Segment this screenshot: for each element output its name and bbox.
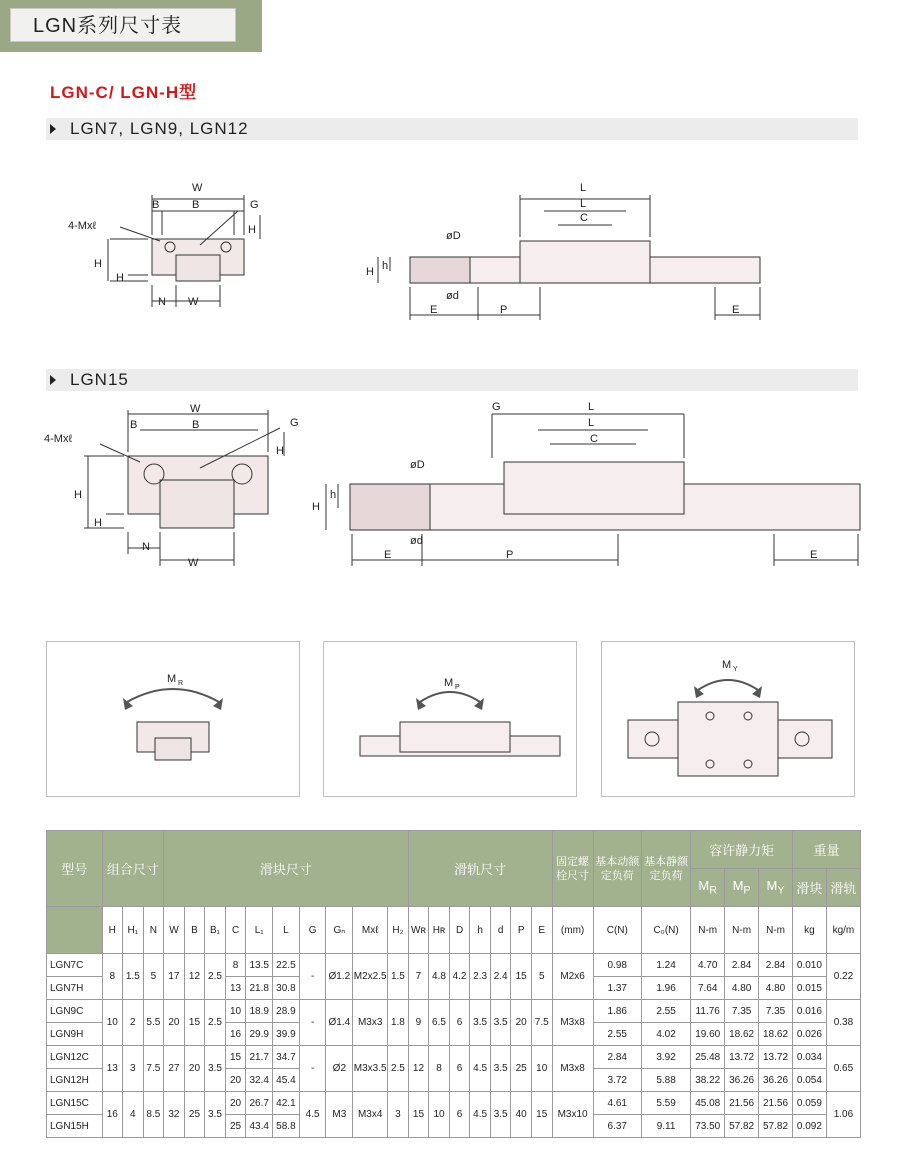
table-cell: 2.5 bbox=[205, 1000, 226, 1046]
dim-WR: W bbox=[188, 296, 199, 308]
header-my: $M_Y$ bbox=[759, 869, 793, 907]
table-cell: 9 bbox=[408, 1000, 429, 1046]
moment-my-label: M bbox=[722, 659, 732, 671]
header-bolt: 固定螺栓尺寸 bbox=[552, 831, 593, 907]
lgn-small-drawing bbox=[60, 175, 780, 325]
dim-H1: H bbox=[116, 272, 124, 284]
table-cell: 3.92 bbox=[641, 1046, 690, 1069]
table-cell: M3x10 bbox=[552, 1092, 593, 1138]
sub-header-cell: D bbox=[449, 907, 470, 954]
table-cell: 1.5 bbox=[123, 954, 144, 1000]
sub-header-cell: Gₙ bbox=[326, 907, 353, 954]
sub-header-cell: L bbox=[273, 907, 300, 954]
header-weight: 重量 bbox=[792, 831, 860, 869]
table-row bbox=[47, 1092, 861, 1115]
sub-header-cell: (mm) bbox=[552, 907, 593, 954]
table-cell: 2.84 bbox=[759, 954, 793, 977]
dim-Mxl: 4-Mxℓ bbox=[44, 433, 72, 445]
table-cell: 2.4 bbox=[490, 954, 511, 1000]
lgn15-drawing bbox=[40, 398, 870, 576]
table-cell: 4.70 bbox=[691, 954, 725, 977]
table-cell: 18.9 bbox=[246, 1000, 273, 1023]
table-cell: 34.7 bbox=[273, 1046, 300, 1069]
table-cell: 0.034 bbox=[792, 1046, 826, 1069]
dim-H1: H bbox=[94, 517, 102, 529]
table-cell: 10 bbox=[531, 1046, 552, 1092]
table-cell: 21.56 bbox=[725, 1092, 759, 1115]
table-cell: 5.88 bbox=[641, 1069, 690, 1092]
dim-W: W bbox=[190, 403, 201, 415]
table-cell: 18.62 bbox=[725, 1023, 759, 1046]
sub-header-cell: kg bbox=[792, 907, 826, 954]
dim-C: C bbox=[590, 433, 598, 445]
table-cell: 3.5 bbox=[490, 1046, 511, 1092]
table-cell: M3 bbox=[326, 1092, 353, 1138]
table-cell: M2x2.5 bbox=[353, 954, 388, 1000]
table-cell: 4.5 bbox=[470, 1046, 491, 1092]
table-cell: 57.82 bbox=[759, 1115, 793, 1138]
dim-L: L bbox=[580, 182, 587, 194]
table-cell: 4.2 bbox=[449, 954, 470, 1000]
table-cell: 13 bbox=[102, 1046, 123, 1092]
table-cell: LGN15C bbox=[47, 1092, 103, 1115]
table-cell: 4.5 bbox=[470, 1092, 491, 1138]
sub-header-cell: L₁ bbox=[246, 907, 273, 954]
dim-P: P bbox=[506, 549, 514, 561]
table-cell: 6 bbox=[449, 1046, 470, 1092]
table-cell: 16 bbox=[102, 1092, 123, 1138]
header-rail-weight: 滑轨 bbox=[826, 869, 860, 907]
table-cell: 20 bbox=[184, 1046, 205, 1092]
table-cell: 21.7 bbox=[246, 1046, 273, 1069]
table-cell: 5.59 bbox=[641, 1092, 690, 1115]
table-cell: 3 bbox=[123, 1046, 144, 1092]
table-cell: 12 bbox=[184, 954, 205, 1000]
table-cell: 57.82 bbox=[725, 1115, 759, 1138]
table-cell: Ø1.4 bbox=[326, 1000, 353, 1046]
sub-header-cell: E bbox=[531, 907, 552, 954]
dim-D: øD bbox=[410, 459, 425, 471]
table-cell: 20 bbox=[511, 1000, 532, 1046]
table-cell: 1.5 bbox=[388, 954, 409, 1000]
table-cell: 26.7 bbox=[246, 1092, 273, 1115]
table-cell: 13 bbox=[225, 977, 246, 1000]
table-cell: 6.37 bbox=[593, 1115, 641, 1138]
table-cell: 7 bbox=[408, 954, 429, 1000]
table-cell: 4.61 bbox=[593, 1092, 641, 1115]
table-cell: 36.26 bbox=[759, 1069, 793, 1092]
table-cell: 27 bbox=[164, 1046, 185, 1092]
table-cell: 25.48 bbox=[691, 1046, 725, 1069]
sub-header-cell: H₂ bbox=[388, 907, 409, 954]
table-cell: 38.22 bbox=[691, 1069, 725, 1092]
table-cell: - bbox=[299, 1000, 326, 1046]
table-cell: 13.5 bbox=[246, 954, 273, 977]
table-cell: 36.26 bbox=[725, 1069, 759, 1092]
table-row bbox=[47, 1000, 861, 1023]
sub-header-cell: Hʀ bbox=[429, 907, 450, 954]
table-cell: 2.3 bbox=[470, 954, 491, 1000]
table-cell: 0.016 bbox=[792, 1000, 826, 1023]
sub-header-cell: B₁ bbox=[205, 907, 226, 954]
table-cell: 10 bbox=[429, 1092, 450, 1138]
table-cell: 4.80 bbox=[759, 977, 793, 1000]
table-cell: 9.11 bbox=[641, 1115, 690, 1138]
table-cell: 16 bbox=[225, 1023, 246, 1046]
table-cell: 2.55 bbox=[641, 1000, 690, 1023]
table-cell: 7.35 bbox=[759, 1000, 793, 1023]
table-cell: 6 bbox=[449, 1092, 470, 1138]
table-cell: 3.5 bbox=[490, 1092, 511, 1138]
table-cell: 0.22 bbox=[826, 954, 860, 1000]
table-cell: Ø1.2 bbox=[326, 954, 353, 1000]
table-cell: 45.4 bbox=[273, 1069, 300, 1092]
dim-E-right: E bbox=[810, 549, 818, 561]
table-cell: 6.5 bbox=[429, 1000, 450, 1046]
sub-header-cell: G bbox=[299, 907, 326, 954]
side-block bbox=[520, 241, 650, 283]
sub-header-cell: N-m bbox=[725, 907, 759, 954]
table-cell: 21.8 bbox=[246, 977, 273, 1000]
table-cell: 20 bbox=[164, 1000, 185, 1046]
dim-B: B bbox=[192, 419, 200, 431]
dim-L: L bbox=[588, 401, 595, 413]
table-cell: 32 bbox=[164, 1092, 185, 1138]
table-cell: - bbox=[299, 954, 326, 1000]
moment-mr-box bbox=[46, 641, 300, 797]
table-cell: 2.5 bbox=[388, 1046, 409, 1092]
table-cell: 8 bbox=[225, 954, 246, 977]
spec-table-body bbox=[47, 907, 861, 1138]
table-cell: M3x3.5 bbox=[353, 1046, 388, 1092]
table-cell: LGN9C bbox=[47, 1000, 103, 1023]
sub-header-cell: C₀(N) bbox=[641, 907, 690, 954]
dim-H: H bbox=[94, 258, 102, 270]
table-cell: 8.5 bbox=[143, 1092, 164, 1138]
table-cell: 17 bbox=[164, 954, 185, 1000]
moment-mp-sub: P bbox=[455, 684, 460, 691]
dim-E-right: E bbox=[732, 304, 740, 316]
sub-header-cell: H bbox=[102, 907, 123, 954]
table-cell: M3x3 bbox=[353, 1000, 388, 1046]
dim-HR: H bbox=[312, 501, 320, 513]
table-cell: 25 bbox=[511, 1046, 532, 1092]
table-cell: 22.5 bbox=[273, 954, 300, 977]
table-cell: 1.24 bbox=[641, 954, 690, 977]
table-cell: 30.8 bbox=[273, 977, 300, 1000]
cross-section-rail bbox=[176, 255, 220, 281]
table-cell: 2 bbox=[123, 1000, 144, 1046]
table-cell: 15 bbox=[225, 1046, 246, 1069]
table-cell: 1.96 bbox=[641, 977, 690, 1000]
dim-HR: H bbox=[366, 266, 374, 278]
dim-h: h bbox=[382, 260, 389, 272]
dim-H2: H bbox=[276, 445, 284, 457]
cross-section-rail bbox=[160, 480, 234, 528]
table-cell: 43.4 bbox=[246, 1115, 273, 1138]
table-cell: - bbox=[299, 1046, 326, 1092]
section-title-small: LGN7, LGN9, LGN12 bbox=[70, 119, 249, 138]
table-row bbox=[47, 954, 861, 977]
table-cell: 3.5 bbox=[470, 1000, 491, 1046]
table-cell: 1.37 bbox=[593, 977, 641, 1000]
table-cell: 0.026 bbox=[792, 1023, 826, 1046]
header-model: 型号 bbox=[47, 831, 103, 907]
dim-h: h bbox=[330, 489, 337, 501]
table-cell: 6 bbox=[449, 1000, 470, 1046]
table-cell: 18.62 bbox=[759, 1023, 793, 1046]
header-dyn: 基本动额定负荷 bbox=[593, 831, 641, 907]
dim-B: B bbox=[192, 199, 200, 211]
table-row bbox=[47, 1046, 861, 1069]
table-cell: 19.60 bbox=[691, 1023, 725, 1046]
table-cell: 1.06 bbox=[826, 1092, 860, 1138]
table-cell: 32.4 bbox=[246, 1069, 273, 1092]
table-cell: 29.9 bbox=[246, 1023, 273, 1046]
table-cell: 2.84 bbox=[725, 954, 759, 977]
model-line: LGN-C/ LGN-H型 bbox=[50, 83, 198, 102]
table-cell: 4.5 bbox=[299, 1092, 326, 1138]
dim-B1: B bbox=[152, 199, 160, 211]
sub-header-cell: h bbox=[470, 907, 491, 954]
table-cell: 2.55 bbox=[593, 1023, 641, 1046]
table-cell: 3 bbox=[388, 1092, 409, 1138]
table-cell: M2x6 bbox=[552, 954, 593, 1000]
dim-d: ød bbox=[446, 290, 459, 302]
dim-L1: L bbox=[580, 198, 587, 210]
sub-header-cell: kg/m bbox=[826, 907, 860, 954]
header-rail: 滑轨尺寸 bbox=[408, 831, 552, 907]
table-cell: 58.8 bbox=[273, 1115, 300, 1138]
table-cell: 13.72 bbox=[725, 1046, 759, 1069]
sub-header-cell: N-m bbox=[759, 907, 793, 954]
table-cell: LGN12C bbox=[47, 1046, 103, 1069]
table-cell: 7.64 bbox=[691, 977, 725, 1000]
table-cell: LGN12H bbox=[47, 1069, 103, 1092]
dim-Gn: G bbox=[250, 199, 259, 211]
moment-mr-sub: R bbox=[178, 680, 184, 687]
header-combo: 组合尺寸 bbox=[102, 831, 164, 907]
header-mr: $M_R$ bbox=[691, 869, 725, 907]
table-cell: M3x8 bbox=[552, 1046, 593, 1092]
table-cell: 8 bbox=[102, 954, 123, 1000]
moment-my-box bbox=[601, 641, 855, 797]
table-cell: 1.86 bbox=[593, 1000, 641, 1023]
title-tab bbox=[0, 0, 262, 52]
table-cell: 0.38 bbox=[826, 1000, 860, 1046]
sub-header-cell: Wʀ bbox=[408, 907, 429, 954]
dim-W: W bbox=[192, 182, 203, 194]
table-cell: 5 bbox=[143, 954, 164, 1000]
table-cell: 45.08 bbox=[691, 1092, 725, 1115]
sub-header-cell: C bbox=[225, 907, 246, 954]
header-moment: 容许静力矩 bbox=[691, 831, 793, 869]
dim-E-left: E bbox=[384, 549, 392, 561]
table-cell: LGN7C bbox=[47, 954, 103, 977]
table-cell: LGN15H bbox=[47, 1115, 103, 1138]
sub-header-cell: N-m bbox=[691, 907, 725, 954]
table-cell: M3x8 bbox=[552, 1000, 593, 1046]
table-cell: 39.9 bbox=[273, 1023, 300, 1046]
table-cell: 42.1 bbox=[273, 1092, 300, 1115]
dim-D: øD bbox=[446, 230, 461, 242]
moment-mp-box bbox=[323, 641, 577, 797]
dim-P: P bbox=[500, 304, 508, 316]
table-cell: 10 bbox=[102, 1000, 123, 1046]
dim-H2: H bbox=[248, 224, 256, 236]
dim-Mxl: 4-Mxℓ bbox=[68, 220, 96, 232]
table-cell: M3x4 bbox=[353, 1092, 388, 1138]
table-cell: 13.72 bbox=[759, 1046, 793, 1069]
table-cell: 0.98 bbox=[593, 954, 641, 977]
table-cell: 5 bbox=[531, 954, 552, 1000]
table-cell: 5.5 bbox=[143, 1000, 164, 1046]
table-cell: 20 bbox=[225, 1069, 246, 1092]
dim-Gn: G bbox=[290, 417, 299, 429]
table-cell: 0.059 bbox=[792, 1092, 826, 1115]
dim-C: C bbox=[580, 212, 588, 224]
table-cell: 0.054 bbox=[792, 1069, 826, 1092]
table-cell: 10 bbox=[225, 1000, 246, 1023]
table-cell: 15 bbox=[511, 954, 532, 1000]
table-cell: 15 bbox=[531, 1092, 552, 1138]
section-title-large: LGN15 bbox=[70, 370, 129, 389]
table-cell: 73.50 bbox=[691, 1115, 725, 1138]
sub-header-cell: W bbox=[164, 907, 185, 954]
table-cell: 0.015 bbox=[792, 977, 826, 1000]
table-cell: LGN7H bbox=[47, 977, 103, 1000]
spec-table bbox=[46, 830, 861, 1138]
dim-WR: W bbox=[188, 557, 199, 569]
sub-header-cell: N bbox=[143, 907, 164, 954]
table-cell: 4.80 bbox=[725, 977, 759, 1000]
section-bar-small bbox=[46, 118, 858, 140]
header-stat: 基本静额定负荷 bbox=[641, 831, 690, 907]
triangle-right-icon bbox=[50, 124, 56, 134]
sub-header-cell: d bbox=[490, 907, 511, 954]
table-cell: 8 bbox=[429, 1046, 450, 1092]
table-cell: 11.76 bbox=[691, 1000, 725, 1023]
header-block: 滑块尺寸 bbox=[164, 831, 409, 907]
moment-mr-label: M bbox=[167, 673, 177, 685]
table-cell: 15 bbox=[184, 1000, 205, 1046]
triangle-right-icon bbox=[50, 375, 56, 385]
table-cell: 25 bbox=[225, 1115, 246, 1138]
sub-header-model-cell bbox=[47, 907, 103, 954]
dim-N: N bbox=[158, 296, 166, 308]
table-cell: 4.02 bbox=[641, 1023, 690, 1046]
table-cell: 4.8 bbox=[429, 954, 450, 1000]
sub-header-cell: C(N) bbox=[593, 907, 641, 954]
table-cell: 7.5 bbox=[143, 1046, 164, 1092]
table-cell: 0.65 bbox=[826, 1046, 860, 1092]
sub-header-cell: Mxℓ bbox=[353, 907, 388, 954]
moment-my-sub: Y bbox=[733, 666, 738, 673]
dim-B1: B bbox=[130, 419, 138, 431]
table-cell: 20 bbox=[225, 1092, 246, 1115]
table-cell: 28.9 bbox=[273, 1000, 300, 1023]
table-cell: 2.84 bbox=[593, 1046, 641, 1069]
table-cell: 4 bbox=[123, 1092, 144, 1138]
table-cell: 3.72 bbox=[593, 1069, 641, 1092]
side-block bbox=[504, 462, 684, 514]
table-cell: LGN9H bbox=[47, 1023, 103, 1046]
table-cell: 0.092 bbox=[792, 1115, 826, 1138]
table-cell: 25 bbox=[184, 1092, 205, 1138]
sub-header-cell: P bbox=[511, 907, 532, 954]
header-block-weight: 滑块 bbox=[792, 869, 826, 907]
sub-header-row bbox=[47, 907, 861, 954]
table-cell: 7.35 bbox=[725, 1000, 759, 1023]
table-cell: Ø2 bbox=[326, 1046, 353, 1092]
table-cell: 7.5 bbox=[531, 1000, 552, 1046]
page-title: LGN系列尺寸表 bbox=[10, 8, 236, 42]
section-bar-large bbox=[46, 369, 858, 391]
dim-H: H bbox=[74, 489, 82, 501]
dim-L1: L bbox=[588, 417, 595, 429]
moment-mp-label: M bbox=[444, 677, 454, 689]
table-cell: 40 bbox=[511, 1092, 532, 1138]
table-cell: 3.5 bbox=[205, 1046, 226, 1092]
table-cell: 3.5 bbox=[205, 1092, 226, 1138]
table-cell: 3.5 bbox=[490, 1000, 511, 1046]
dim-N: N bbox=[142, 541, 150, 553]
dim-d: ød bbox=[410, 535, 423, 547]
dim-E-left: E bbox=[430, 304, 438, 316]
table-cell: 0.010 bbox=[792, 954, 826, 977]
header-mp: $M_P$ bbox=[725, 869, 759, 907]
table-cell: 1.8 bbox=[388, 1000, 409, 1046]
sub-header-cell: H₁ bbox=[123, 907, 144, 954]
table-cell: 2.5 bbox=[205, 954, 226, 1000]
dim-G: G bbox=[492, 401, 501, 413]
table-cell: 21.56 bbox=[759, 1092, 793, 1115]
table-cell: 12 bbox=[408, 1046, 429, 1092]
table-cell: 15 bbox=[408, 1092, 429, 1138]
sub-header-cell: B bbox=[184, 907, 205, 954]
